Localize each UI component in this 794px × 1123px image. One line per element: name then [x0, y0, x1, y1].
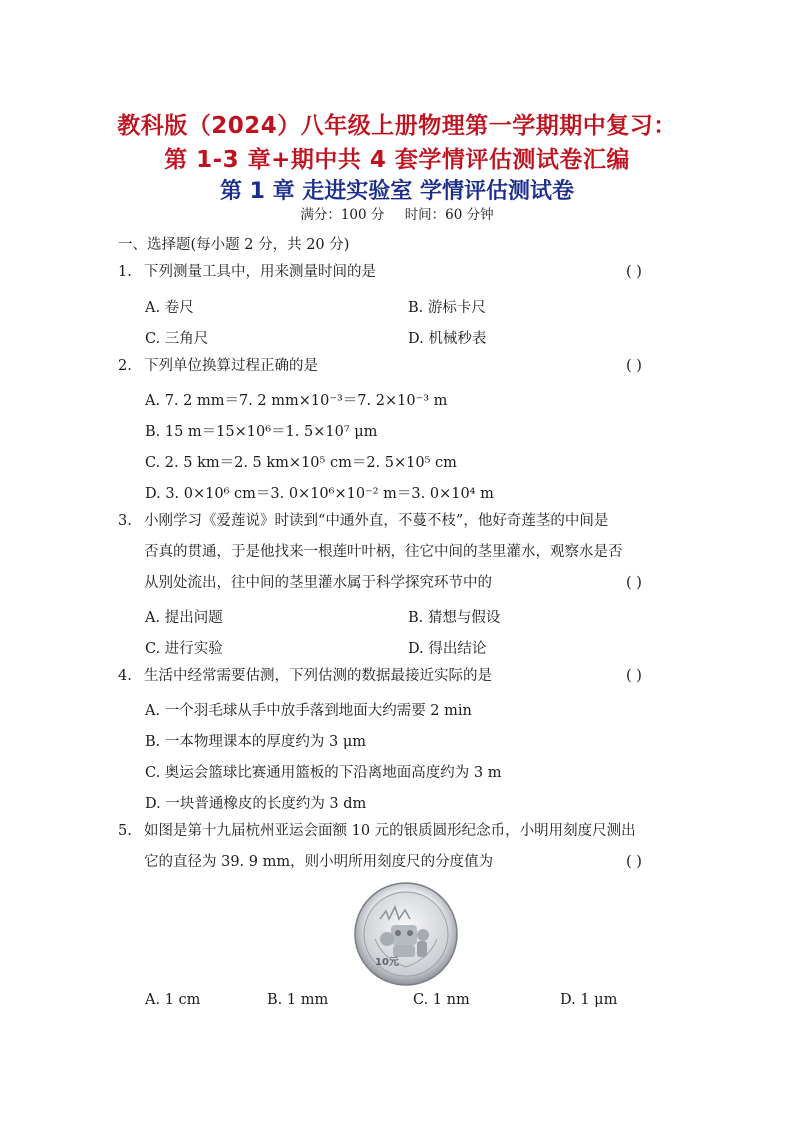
title-line-1: 教科版（2024）八年级上册物理第一学期期中复习： [117, 113, 677, 139]
option-d[interactable]: D. 一块普通橡皮的长度约为 3 dm [145, 796, 367, 812]
question-number: 5. [118, 823, 132, 839]
option-c[interactable]: C. 进行实验 [145, 641, 223, 657]
question-2 [118, 351, 678, 382]
option-b[interactable]: B. 15 m＝15×10⁶＝1. 5×10⁷ μm [145, 424, 378, 440]
full-score: 满分：100 分 [300, 207, 385, 223]
question-1 [118, 257, 678, 288]
commemorative-coin-image [353, 881, 459, 987]
option-a[interactable]: A. 一个羽毛球从手中放手落到地面大约需要 2 min [145, 703, 472, 719]
option-a[interactable]: A. 提出问题 [145, 610, 223, 626]
option-b[interactable]: B. 猜想与假设 [408, 610, 501, 626]
answer-bracket[interactable]: ( ) [626, 264, 642, 280]
question-number: 4. [118, 668, 132, 684]
option-d[interactable]: D. 机械秒表 [408, 331, 487, 347]
option-d[interactable]: D. 1 μm [560, 992, 618, 1008]
question-stem-line-2: 否真的贯通，于是他找来一根莲叶叶柄，往它中间的茎里灌水，观察水是否 [144, 544, 623, 560]
title-line-2: 第 1-3 章+期中共 4 套学情评估测试卷汇编 [164, 147, 630, 173]
question-stem-line-2: 它的直径为 39. 9 mm，则小明所用刻度尺的分度值为 [144, 854, 494, 870]
option-c[interactable]: C. 2. 5 km＝2. 5 km×10⁵ cm＝2. 5×10⁵ cm [145, 455, 457, 471]
section-heading: 一、选择题(每小题 2 分，共 20 分) [118, 237, 350, 253]
option-c[interactable]: C. 奥运会篮球比赛通用篮板的下沿离地面高度约为 3 m [145, 765, 502, 781]
option-b[interactable]: B. 1 mm [267, 992, 329, 1008]
answer-bracket[interactable]: ( ) [626, 575, 642, 591]
option-b[interactable]: B. 游标卡尺 [408, 300, 486, 316]
option-a[interactable]: A. 7. 2 mm＝7. 2 mm×10⁻³＝7. 2×10⁻³ m [145, 393, 448, 409]
question-3 [118, 506, 678, 537]
option-d[interactable]: D. 得出结论 [408, 641, 487, 657]
coin-icon [353, 881, 459, 987]
option-c[interactable]: C. 三角尺 [145, 331, 209, 347]
question-stem-line-3: 从别处流出，往中间的茎里灌水属于科学探究环节中的 [144, 575, 492, 591]
question-stem: 生活中经常需要估测，下列估测的数据最接近实际的是 [144, 668, 492, 684]
question-number: 2. [118, 358, 132, 374]
exam-meta [0, 203, 794, 223]
option-a[interactable]: A. 卷尺 [145, 300, 194, 316]
svg-text:10元: 10元 [375, 957, 399, 968]
option-b[interactable]: B. 一本物理课本的厚度约为 3 μm [145, 734, 366, 750]
question-stem-line-1: 小刚学习《爱莲说》时读到“中通外直，不蔓不枝”，他好奇莲茎的中间是 [144, 513, 609, 529]
question-number: 1. [118, 264, 132, 280]
answer-bracket[interactable]: ( ) [626, 854, 642, 870]
answer-bracket[interactable]: ( ) [626, 668, 642, 684]
chapter-title: 第 1 章 走进实验室 学情评估测试卷 [220, 179, 574, 204]
question-stem: 下列测量工具中，用来测量时间的是 [144, 264, 376, 280]
option-d[interactable]: D. 3. 0×10⁶ cm＝3. 0×10⁶×10⁻² m＝3. 0×10⁴ m [145, 486, 494, 502]
option-a[interactable]: A. 1 cm [145, 992, 201, 1008]
question-number: 3. [118, 513, 132, 529]
question-5 [118, 816, 678, 847]
time-limit: 时间：60 分钟 [404, 207, 494, 223]
question-stem: 下列单位换算过程正确的是 [144, 358, 318, 374]
question-stem-line-1: 如图是第十九届杭州亚运会面额 10 元的银质圆形纪念币，小明用刻度尺测出 [144, 823, 636, 839]
option-c[interactable]: C. 1 nm [413, 992, 470, 1008]
answer-bracket[interactable]: ( ) [626, 358, 642, 374]
question-4 [118, 661, 678, 692]
